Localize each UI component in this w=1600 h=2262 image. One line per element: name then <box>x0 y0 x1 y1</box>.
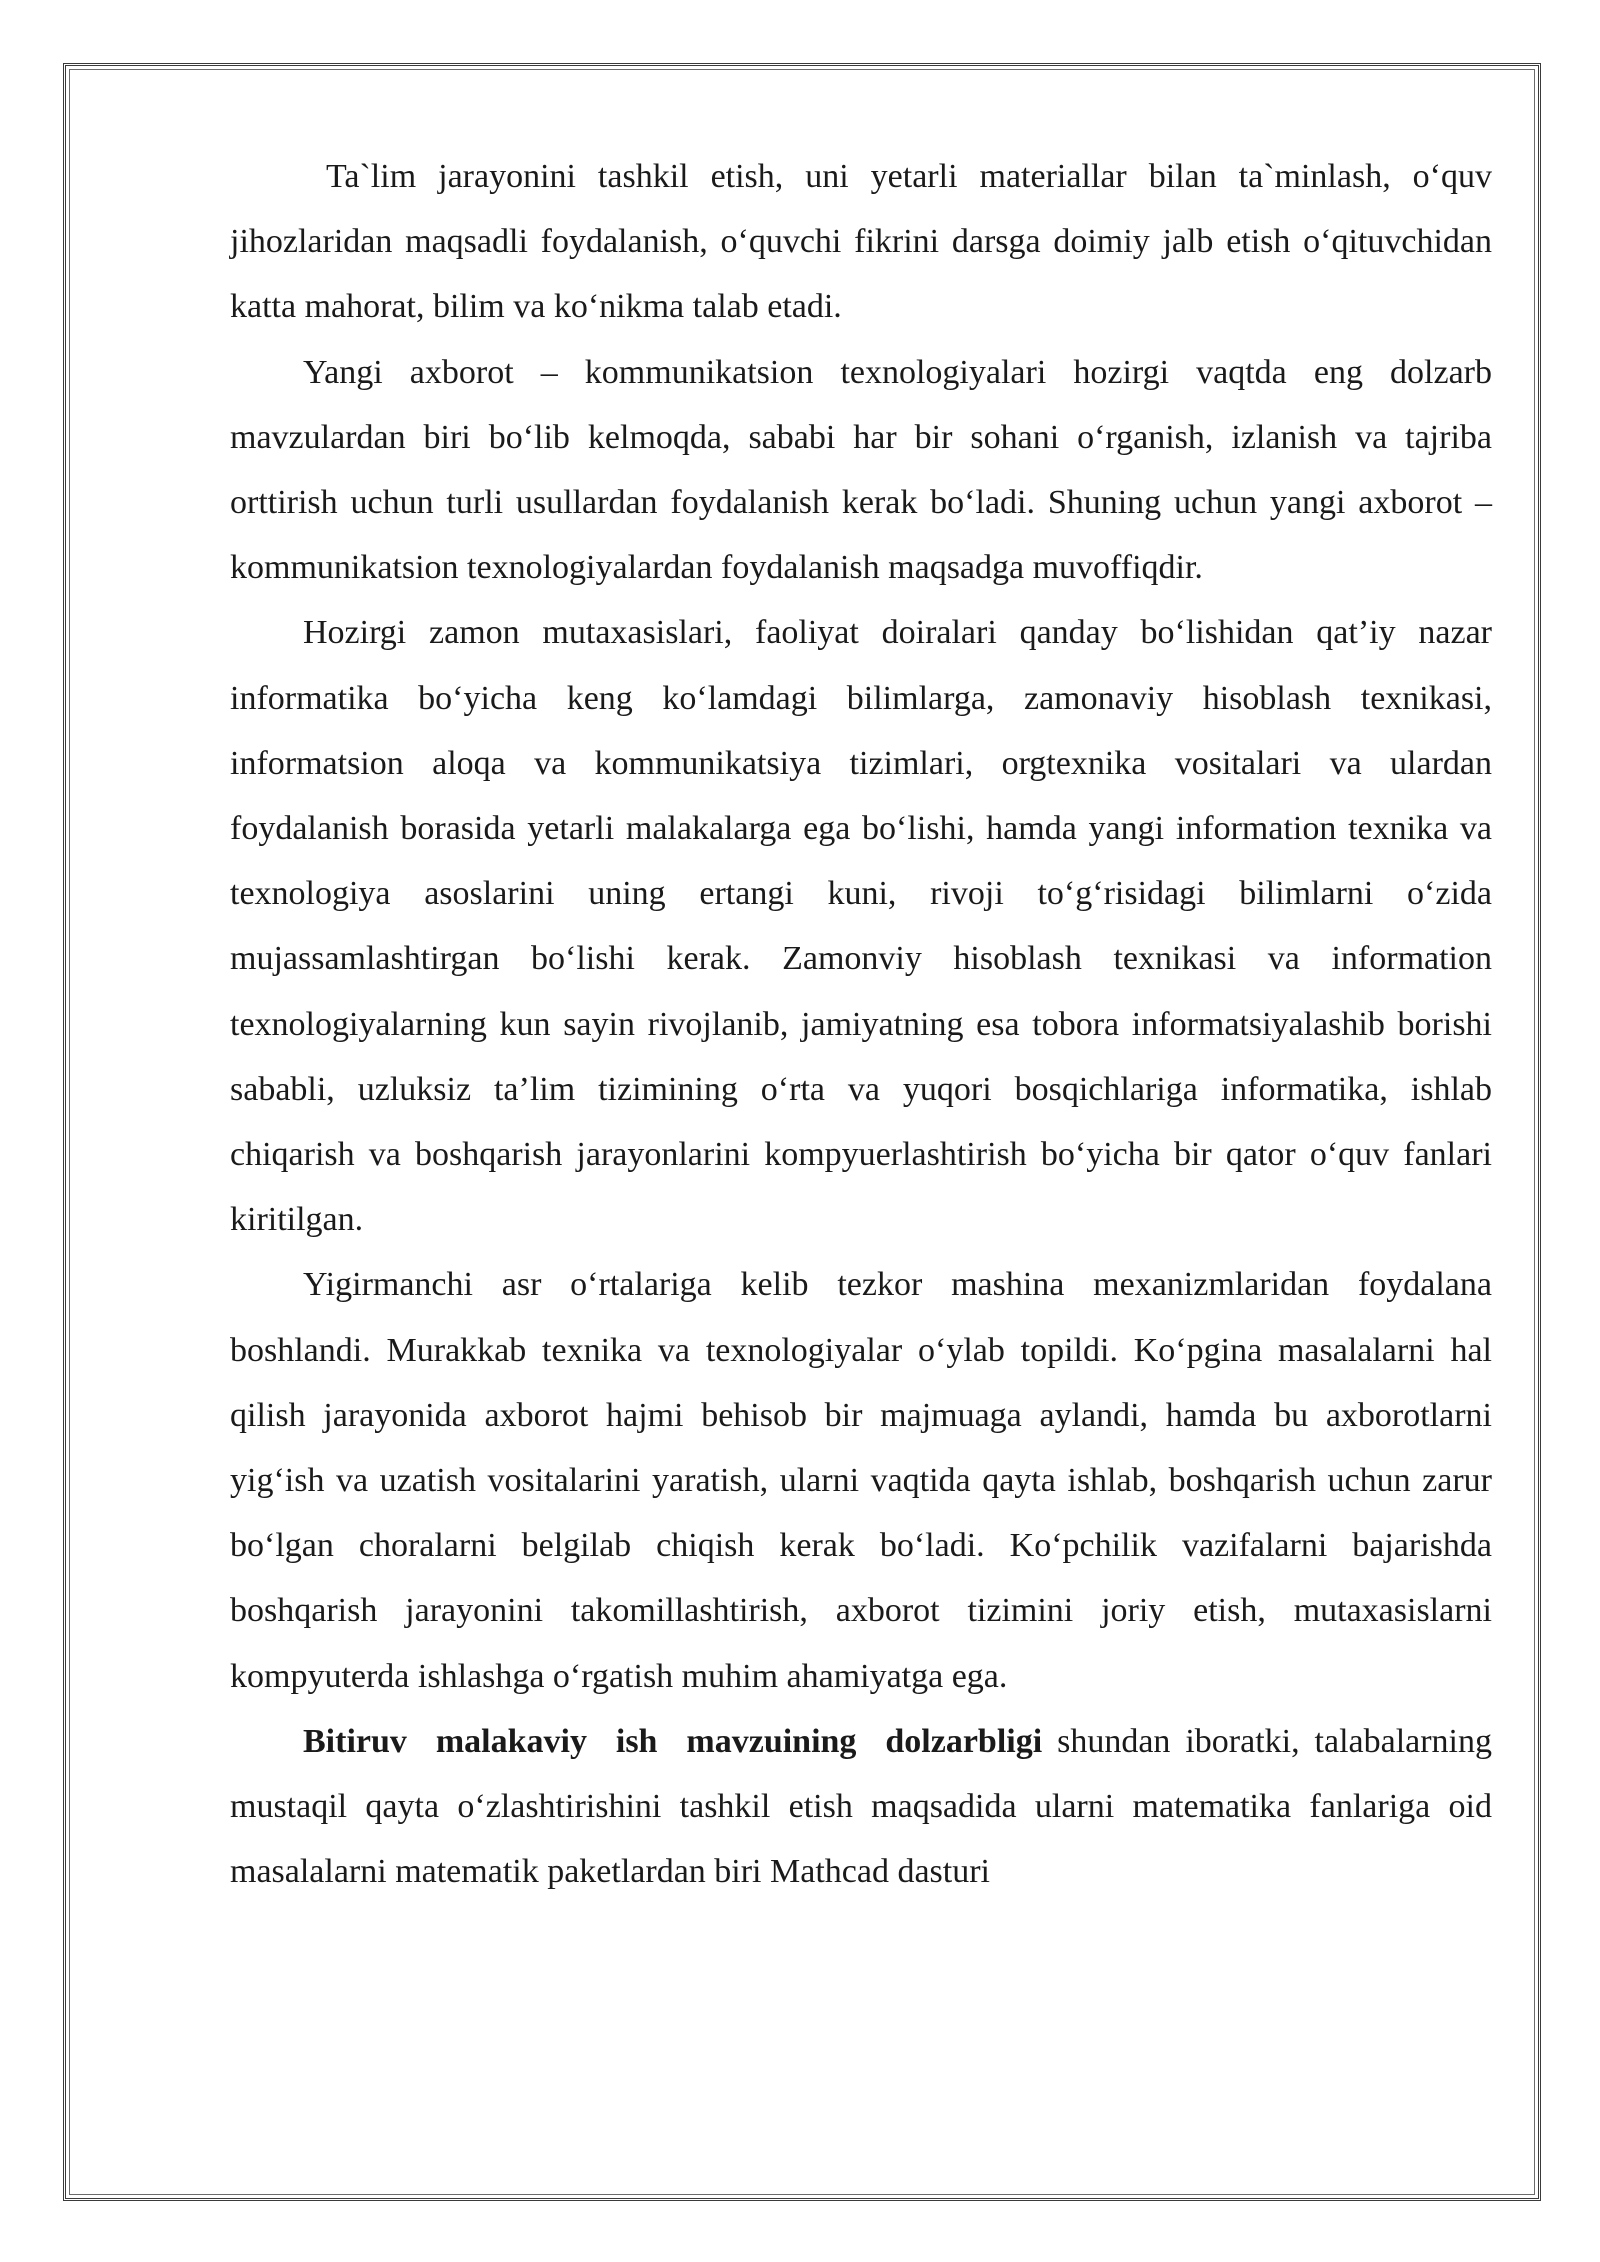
paragraph-hozirgi-zamon: Hozirgi zamon mutaxasislari, faoliyat doiralari qanday bo‘lishidan qat’iy nazar informatika bo‘yicha keng ko‘lamdagi bilimlarga, zamonaviy hisoblash texnikasi, informatsion aloqa va kommunikatsiya tizimlari, orgtexnika vositalari va ulardan foydalanish borasida yetarli malakalarga ega bo‘lishi, hamda yangi information texnika va texnologiya asoslarini uning ertangi kuni, rivoji to‘g‘risidagi bilimlarni o‘zida mujassamlashtirgan bo‘lishi kerak. Zamonviy hisoblash texnikasi va information texnologiyalarning kun sayin rivojlanib, jamiyatning esa tobora informatsiyalashib borishi sababli, uzluksiz ta’lim tizimining o‘rta va yuqori bosqichlariga informatika, ishlab chiqarish va boshqarish jarayonlarini kompyuerlashtirish bo‘yicha bir qator o‘quv fanlari kiritilgan. <box>230 614 1492 1239</box>
paragraph-talim-jarayoni: Ta`lim jarayonini tashkil etish, uni yetarli materiallar bilan ta`minlash, o‘quv jihozlaridan maqsadli foydalanish, o‘quvchi fikrini darsga doimiy jalb etish o‘qituvchidan katta mahorat, bilim va ko‘nikma talab etadi. <box>230 158 1492 326</box>
bold-heading-dolzarblik: Bitiruv malakaviy ish mavzuining dolzarbligi <box>303 1722 1043 1760</box>
paragraph-yangi-axborot: Yangi axborot – kommunikatsion texnologiyalari hozirgi vaqtda eng dolzarb mavzulardan biri bo‘lib kelmoqda, sababi har bir sohani o‘rganish, izlanish va tajriba orttirish uchun turli usullardan foydalanish kerak bo‘ladi. Shuning uchun yangi axborot – kommunikatsion texnologiyalardan foydalanish maqsadga muvoffiqdir. <box>230 353 1492 587</box>
paragraph-dolzarblik <box>230 1709 1492 1905</box>
document-body <box>230 144 1492 1904</box>
paragraph-yigirmanchi-asr: Yigirmanchi asr o‘rtalariga kelib tezkor mashina mexanizmlaridan foydalana boshlandi. Murakkab texnika va texnologiyalar o‘ylab topildi. Ko‘pgina masalalarni hal qilish jarayonida axborot hajmi behisob bir majmuaga aylandi, hamda bu axborotlarni yig‘ish va uzatish vositalarini yaratish, ularni vaqtida qayta ishlab, boshqarish uchun zarur bo‘lgan choralarni belgilab chiqish kerak bo‘ladi. Ko‘pchilik vazifalarni bajarishda boshqarish jarayonini takomillashtirish, axborot tizimini joriy etish, mutaxasislarni kompyuterda ishlashga o‘rgatish muhim ahamiyatga ega. <box>230 1266 1492 1695</box>
paragraph-dolzarblik-text: shundan iboratki, talabalarning mustaqil qayta o‘zlashtirishini tashkil etish maqsadida ularni matematika fanlariga oid masalalarni matematik paketlardan biri Mathcad dasturi <box>230 1722 1493 1891</box>
